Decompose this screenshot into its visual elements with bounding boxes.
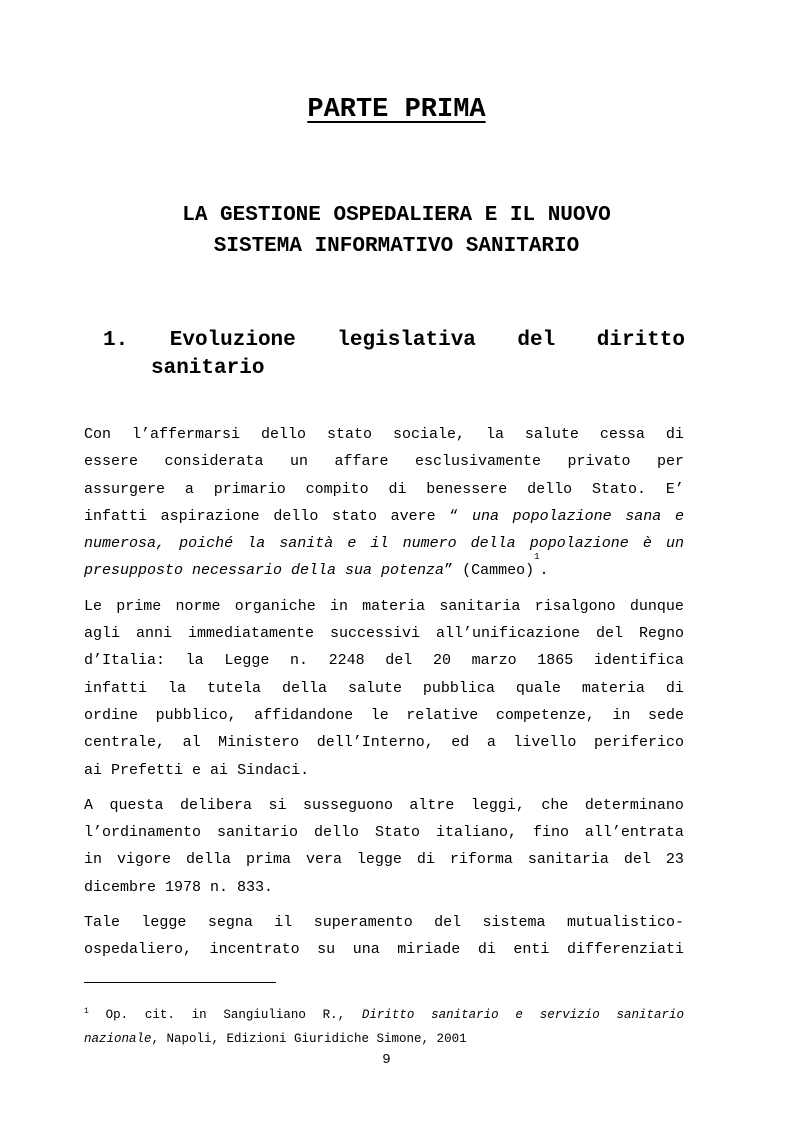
word: salute (524, 426, 579, 443)
quote-line (84, 530, 684, 557)
part-title (0, 95, 793, 125)
word: dello (527, 480, 573, 498)
word: 23 (665, 851, 684, 869)
word: l’ordinamento (84, 824, 202, 842)
chapter-title-line-2: SISTEMA INFORMATIVO SANITARIO (213, 235, 580, 258)
word: pubblico, (155, 706, 237, 724)
word: materia (362, 597, 426, 615)
text-line (84, 421, 684, 448)
footnote-line-2 (84, 1027, 684, 1051)
citation-text: ” (Cammeo) (444, 562, 535, 580)
word: le (370, 706, 389, 724)
word: prima (245, 851, 291, 869)
footnote-publisher: , Napoli, Edizioni Giuridiche Simone, 2001 (151, 1032, 467, 1046)
word: Con (84, 426, 112, 443)
word: altre (409, 796, 455, 814)
word: pubblica (422, 679, 495, 697)
word: benessere (426, 480, 508, 498)
word: primario (213, 480, 286, 498)
section-word: legislativa (337, 329, 476, 352)
word: di (477, 941, 496, 959)
text-line (84, 620, 684, 647)
word: e (347, 535, 357, 553)
section-number: 1. (103, 329, 129, 352)
word: di (388, 480, 407, 498)
word: prime (116, 597, 162, 615)
word: legge (141, 914, 187, 932)
word: infatti (84, 507, 148, 525)
word: a (184, 480, 194, 498)
word: e (515, 1008, 523, 1022)
word: d’Italia: (84, 652, 166, 670)
word: di (665, 679, 684, 697)
word: cessa (599, 426, 645, 443)
text-line (84, 675, 684, 702)
word: popolazione (529, 535, 629, 553)
word: materia (581, 679, 645, 697)
text-line (84, 593, 684, 620)
word: livello (513, 734, 577, 752)
word: essere (84, 453, 139, 471)
word: della (470, 535, 516, 553)
word: differenziati (566, 941, 684, 959)
footnote-line-1 (84, 1003, 684, 1027)
word: Legge (224, 652, 270, 670)
page-number: 9 (382, 1052, 391, 1068)
word: affare (334, 453, 389, 471)
word: del (595, 625, 623, 643)
word: quale (515, 679, 561, 697)
word: sanitario (431, 1008, 499, 1022)
word: Prefetti (111, 761, 184, 779)
word: sana (625, 507, 662, 525)
word: stato (326, 426, 372, 443)
text-line (84, 909, 684, 936)
word: a (486, 734, 496, 752)
word: sanitaria (527, 851, 609, 869)
word: legge (356, 851, 402, 869)
word: aspirazione (160, 507, 260, 525)
word: Sindaci. (237, 761, 310, 779)
word: questa (109, 796, 164, 814)
word: dell’Interno, (316, 734, 434, 752)
word: in (329, 597, 348, 615)
word: 2248 (328, 652, 365, 670)
word: sanitario (616, 1008, 684, 1022)
word: una (352, 941, 380, 959)
text-line (84, 846, 684, 873)
paragraph-3 (84, 792, 684, 901)
chapter-title (100, 200, 693, 262)
word: della (281, 679, 327, 697)
word: centrale, (84, 734, 166, 752)
word: segna (207, 914, 253, 932)
section-word: Evoluzione (169, 329, 296, 352)
word: vera (305, 851, 342, 869)
word: enti (513, 941, 550, 959)
word: dello (313, 824, 359, 842)
word: organiche (234, 597, 316, 615)
word: e (674, 507, 684, 525)
word: successivi (329, 625, 420, 643)
paragraph-1 (84, 421, 684, 585)
word: compito (305, 480, 369, 498)
word: cit. (144, 1008, 175, 1022)
word: riforma (449, 851, 513, 869)
word: un (665, 535, 684, 553)
word: che (541, 796, 569, 814)
word: in (191, 1008, 207, 1022)
word: per (656, 453, 684, 471)
text-line (84, 819, 684, 846)
footnote-marker-wrap (84, 1003, 89, 1027)
section-title (103, 327, 685, 383)
word: dello (260, 426, 306, 443)
word: considerata (164, 453, 264, 471)
word: Regno (638, 625, 684, 643)
word: di (665, 426, 684, 443)
word: dello (273, 507, 319, 525)
word: poiché (179, 535, 234, 553)
word: “ (449, 507, 459, 525)
footnote-separator (84, 982, 276, 983)
word: Stato. (592, 480, 647, 498)
footnote-reference[interactable]: 1 (534, 552, 540, 563)
word: sistema (482, 914, 546, 932)
word: n. (289, 652, 308, 670)
word: Le (84, 597, 103, 615)
word: al (182, 734, 201, 752)
word: anni (135, 625, 172, 643)
word: avere (390, 507, 436, 525)
text-line-last (84, 552, 684, 584)
word: incentrato (209, 941, 300, 959)
word: esclusivamente (414, 453, 541, 471)
word: numero (402, 535, 457, 553)
word: della (185, 851, 231, 869)
word: miriade (397, 941, 461, 959)
word: privato (567, 453, 631, 471)
text-line-last (84, 874, 684, 901)
word: ordine (84, 706, 139, 724)
word: 1865 (537, 652, 574, 670)
word: sanitaria (439, 597, 521, 615)
word: Ministero (218, 734, 300, 752)
word: sede (647, 706, 684, 724)
text-line (84, 448, 684, 475)
paragraph-4 (84, 909, 684, 964)
word: la (247, 535, 266, 553)
word: l’affermarsi (131, 426, 241, 443)
word: susseguono (302, 796, 393, 814)
text-line (84, 792, 684, 819)
word: ai (84, 761, 103, 779)
chapter-title-line-1: LA GESTIONE OSPEDALIERA E IL NUOVO (182, 204, 611, 227)
word: assurgere (84, 480, 166, 498)
word: del (623, 851, 651, 869)
word: il (274, 914, 293, 932)
word: italiano, (435, 824, 517, 842)
word: stato (331, 507, 377, 525)
quote-segment: presupposto necessario della sua potenza (84, 562, 445, 580)
word: 20 (432, 652, 451, 670)
word: mutualistico- (566, 914, 684, 932)
section-title-line-2: sanitario (151, 357, 265, 380)
text-line (84, 729, 684, 756)
text-line (84, 647, 684, 674)
word: ai (210, 761, 229, 779)
word: tutela (206, 679, 261, 697)
word: popolazione (512, 507, 612, 525)
word: e (192, 761, 202, 779)
text-line (84, 476, 684, 503)
word: marzo (471, 652, 517, 670)
word: E’ (665, 480, 684, 498)
section-word: del (517, 329, 556, 352)
word: 1978 (165, 878, 202, 896)
section-title-line-1 (103, 327, 685, 355)
word: Diritto (361, 1008, 415, 1022)
text-line-mixed (84, 503, 684, 530)
text-line-last (84, 757, 684, 784)
word: agli (84, 625, 121, 643)
footnote-title-end: nazionale (84, 1032, 152, 1046)
word: servizio (539, 1008, 600, 1022)
word: Tale (84, 914, 121, 932)
word: infatti (84, 679, 148, 697)
word: all’entrata (584, 824, 684, 842)
word: ospedaliero, (84, 941, 193, 959)
word: n. (210, 878, 229, 896)
word: relative (406, 706, 479, 724)
word: leggi, (470, 796, 525, 814)
word: del (434, 914, 462, 932)
section-word: diritto (596, 329, 685, 352)
word: immediatamente (187, 625, 314, 643)
word: un (289, 453, 308, 471)
body-text (84, 421, 684, 972)
word: si (268, 796, 287, 814)
word: salute (347, 679, 402, 697)
word: ed (451, 734, 470, 752)
word: in (612, 706, 631, 724)
word: Op. (105, 1008, 129, 1022)
word: periferico (593, 734, 684, 752)
word: competenze, (495, 706, 595, 724)
word: R., (322, 1008, 346, 1022)
text-line (84, 936, 684, 963)
text-line (84, 702, 684, 729)
footnote-marker: 1 (84, 1006, 89, 1016)
word: del (385, 652, 413, 670)
footnote (84, 1003, 684, 1051)
word: norme (175, 597, 221, 615)
word: determinano (584, 796, 684, 814)
word: la (485, 426, 504, 443)
word: sanità (279, 535, 334, 553)
word: una (471, 507, 499, 525)
word: superamento (313, 914, 413, 932)
word: in (84, 851, 103, 869)
word: A (84, 796, 94, 814)
word: sociale, (392, 426, 465, 443)
part-title-text: PARTE PRIMA (307, 95, 486, 125)
word: la (185, 652, 204, 670)
word: risalgono (534, 597, 616, 615)
sentence-end: . (539, 562, 549, 580)
word: è (642, 535, 652, 553)
word: Stato (374, 824, 420, 842)
word: identifica (593, 652, 684, 670)
word: dunque (629, 597, 684, 615)
word: vigore (116, 851, 171, 869)
word: su (317, 941, 336, 959)
word: di (416, 851, 435, 869)
word: dicembre (84, 878, 157, 896)
word: all’unificazione (435, 625, 580, 643)
word: delibera (179, 796, 252, 814)
word: numerosa, (84, 535, 166, 553)
word: 833. (237, 878, 274, 896)
word: la (167, 679, 186, 697)
word: sanitario (217, 824, 299, 842)
word: affidandone (254, 706, 354, 724)
word: il (370, 535, 389, 553)
word: fino (532, 824, 569, 842)
paragraph-2 (84, 593, 684, 784)
word: Sangiuliano (223, 1008, 306, 1022)
